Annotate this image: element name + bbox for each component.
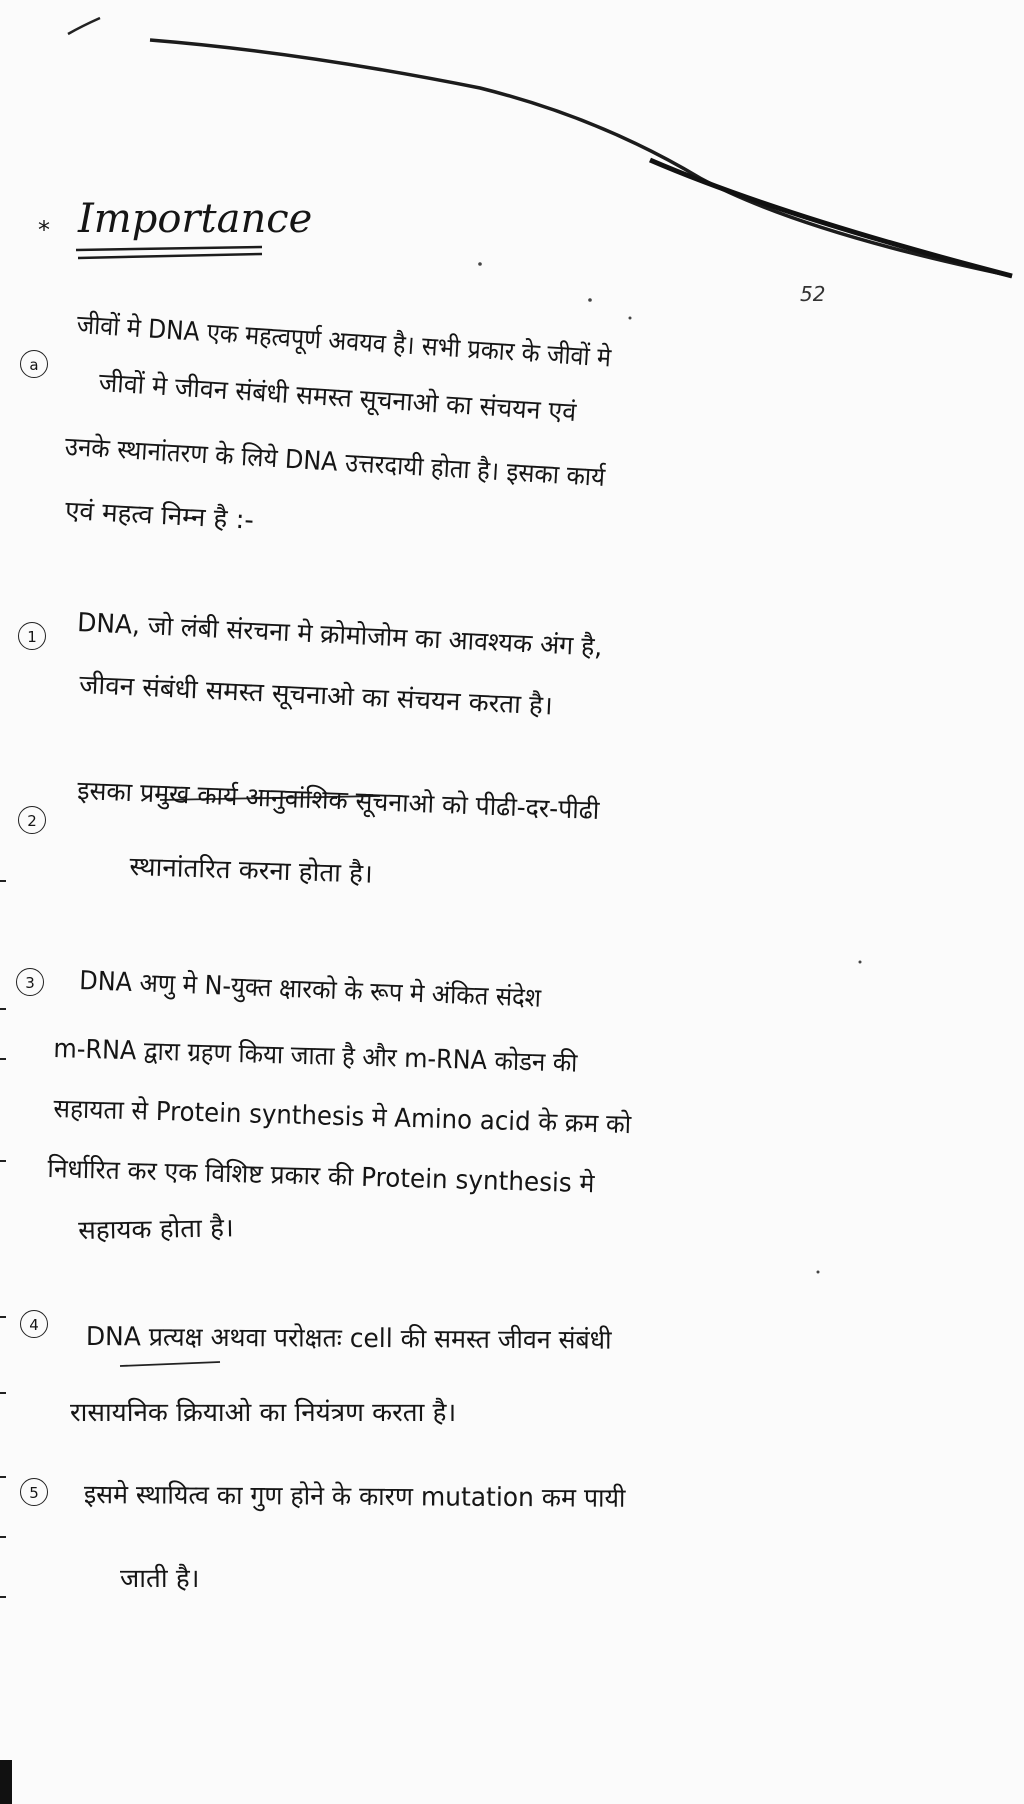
intro-marker: a: [20, 350, 48, 378]
point-line: इसका प्रमुख कार्य आनुवांशिक सूचनाओ को पीढी-दर-पीढी: [76, 775, 600, 827]
margin-tick: [0, 1160, 6, 1162]
ink-speck: [588, 298, 592, 302]
point-4-underline: [120, 1362, 220, 1366]
intro-line: जीवों मे जीवन संबंधी समस्त सूचनाओ का संचयन एवं: [97, 367, 577, 428]
margin-tick: [0, 1058, 6, 1060]
point-line: स्थानांतरित करना होता है।: [128, 851, 374, 890]
point-line: सहायक होता है।: [78, 1213, 234, 1246]
intro-line: जीवों मे DNA एक महत्वपूर्ण अवयव है। सभी प्रकार के जीवों मे: [75, 309, 612, 374]
point-number: 4: [20, 1310, 48, 1338]
point-line: DNA, जो लंबी संरचना मे क्रोमोजोम का आवश्यक अंग है,: [76, 607, 603, 663]
heading: [38, 196, 313, 276]
top-left-stroke: [68, 18, 100, 34]
point-line: m-RNA द्वारा ग्रहण किया जाता है और m-RNA कोडन की: [53, 1033, 578, 1079]
margin-tick: [0, 1392, 6, 1394]
point-number: 2: [18, 806, 46, 834]
point-line: जीवन संबंधी समस्त सूचनाओ का संचयन करता है।: [78, 669, 554, 722]
point-line: जाती है।: [120, 1564, 200, 1594]
point-line: रासायनिक क्रियाओ का नियंत्रण करता है।: [70, 1398, 457, 1428]
margin-tick: [0, 1316, 6, 1318]
point-number: 5: [20, 1478, 48, 1506]
ink-speck: [629, 317, 632, 320]
margin-tick: [0, 1008, 6, 1010]
point-line: इसमे स्थायित्व का गुण होने के कारण mutation कम पायी: [83, 1480, 626, 1514]
ink-speck: [817, 1271, 820, 1274]
point-line: सहायता से Protein synthesis मे Amino acid के क्रम को: [53, 1093, 632, 1141]
intro-line: एवं महत्व निम्न है :-: [64, 495, 255, 536]
point-line: निर्धारित कर एक विशिष्ट प्रकार की Protein synthesis मे: [47, 1153, 595, 1200]
heading-title: Importance: [78, 196, 313, 242]
ink-speck: [859, 961, 862, 964]
page-corner-shadow: [0, 1760, 12, 1804]
margin-tick: [0, 1596, 6, 1598]
point-line: DNA प्रत्यक्ष अथवा परोक्षतः cell की समस्त जीवन संबंधी: [85, 1322, 612, 1356]
heading-bullet: *: [38, 216, 50, 244]
point-number: 3: [16, 968, 44, 996]
point-number: 1: [18, 622, 46, 650]
margin-tick: [0, 1476, 6, 1478]
point-line: DNA अणु मे N-युक्त क्षारको के रूप मे अंकित संदेश: [78, 965, 542, 1014]
margin-tick: [0, 1536, 6, 1538]
page-number: 52: [800, 282, 826, 306]
intro-line: उनके स्थानांतरण के लिये DNA उत्तरदायी होता है। इसका कार्य: [64, 431, 606, 494]
margin-tick: [0, 880, 6, 882]
top-curve-shadow: [650, 160, 1012, 276]
ink-speck: [478, 262, 482, 266]
